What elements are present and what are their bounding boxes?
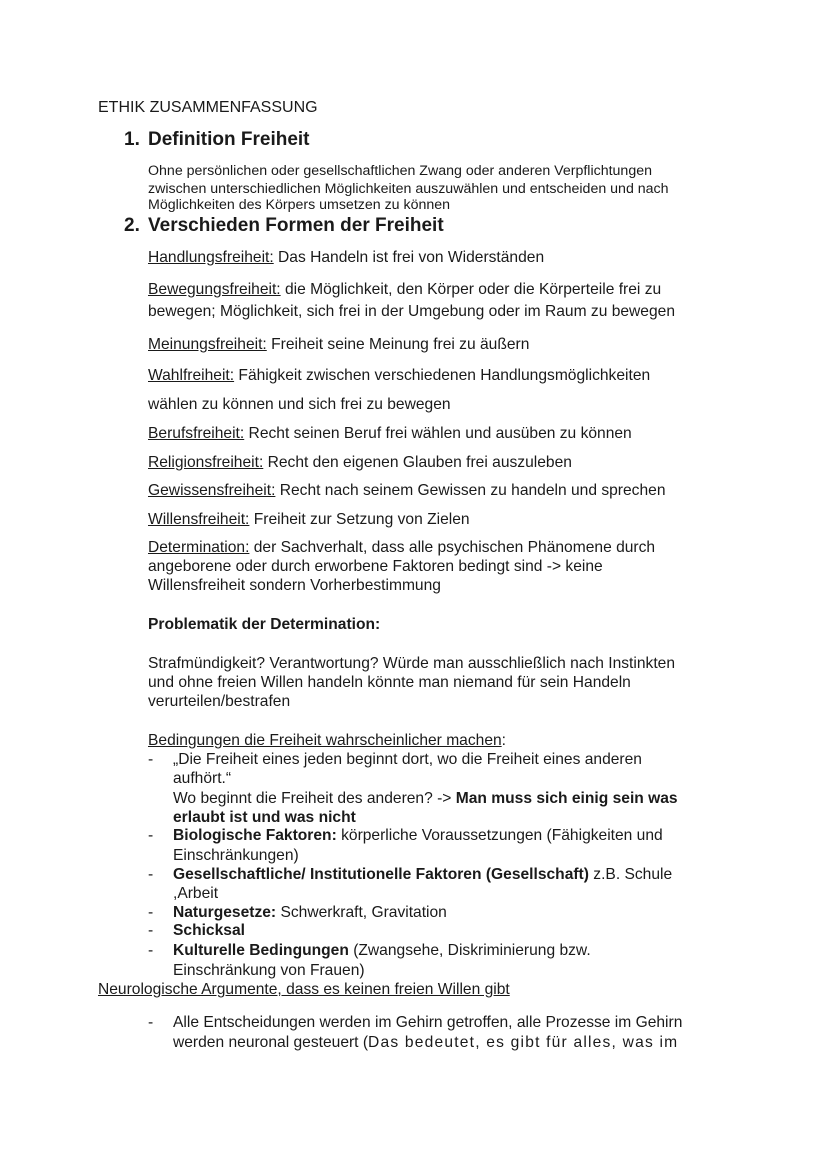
list-dash: - xyxy=(148,751,154,768)
form-definition: Das Handeln ist frei von Widerständen xyxy=(273,249,545,266)
freedom-form-item xyxy=(148,280,661,300)
form-term: Determination: xyxy=(148,539,250,556)
section-heading-2 xyxy=(124,215,444,237)
quote-line: aufhört.“ xyxy=(173,770,232,787)
form-term: Gewissensfreiheit: xyxy=(148,482,276,499)
bedingung-text: Schwerkraft, Gravitation xyxy=(276,904,447,921)
form-definition: Recht den eigenen Glauben frei auszuleben xyxy=(263,454,572,471)
freedom-form-item xyxy=(148,248,544,268)
definition-line: zwischen unterschiedlichen Möglichkeiten auszuwählen und entscheiden und nach xyxy=(148,181,669,197)
problematik-line: Strafmündigkeit? Verantwortung? Würde man ausschließlich nach Instinkten xyxy=(148,655,675,672)
section-heading-1 xyxy=(124,129,310,151)
form-definition-continued: bewegen; Möglichkeit, sich frei in der Umgebung oder im Raum zu bewegen xyxy=(148,303,675,320)
section-title: Verschieden Formen der Freiheit xyxy=(148,215,444,236)
neuro-line-spaced-text: Das bedeutet, es gibt für alles, was im xyxy=(368,1034,679,1051)
section-number: 1. xyxy=(124,129,140,150)
heading-colon: : xyxy=(501,732,507,749)
list-dash: - xyxy=(148,827,154,844)
form-definition: Recht nach seinem Gewissen zu handeln und sprechen xyxy=(275,482,666,499)
freedom-form-item xyxy=(148,335,529,355)
bedingung-term: Kulturelle Bedingungen xyxy=(173,942,349,959)
document-title: ETHIK ZUSAMMENFASSUNG xyxy=(98,99,318,116)
freedom-form-item xyxy=(148,481,666,501)
definition-line: Möglichkeiten des Körpers umsetzen zu können xyxy=(148,197,451,213)
list-dash: - xyxy=(148,922,154,939)
form-definition-continued: Willensfreiheit sondern Vorherbestimmung xyxy=(148,577,441,594)
form-definition-continued: wählen zu können und sich frei zu bewegen xyxy=(148,396,451,413)
list-dash: - xyxy=(148,904,154,921)
form-term: Willensfreiheit: xyxy=(148,511,250,528)
bedingung-term: Schicksal xyxy=(173,922,245,939)
form-definition: Freiheit seine Meinung frei zu äußern xyxy=(266,336,530,353)
bedingung-text-continued: Einschränkung von Frauen) xyxy=(173,962,365,979)
list-dash: - xyxy=(148,1014,154,1031)
form-definition: der Sachverhalt, dass alle psychischen Phänomene durch xyxy=(249,539,656,556)
bedingung-item xyxy=(173,941,591,961)
bedingung-item xyxy=(173,903,447,923)
bedingung-text: z.B. Schule xyxy=(588,866,673,883)
neuro-line: Alle Entscheidungen werden im Gehirn getroffen, alle Prozesse im Gehirn xyxy=(173,1014,683,1031)
form-term: Bewegungsfreiheit: xyxy=(148,281,281,298)
form-definition: die Möglichkeit, den Körper oder die Körperteile frei zu xyxy=(280,281,662,298)
form-definition: Fähigkeit zwischen verschiedenen Handlungsmöglichkeiten xyxy=(234,367,651,384)
freedom-form-item xyxy=(148,453,572,473)
form-term: Wahlfreiheit: xyxy=(148,367,235,384)
quote-question-text: Wo beginnt die Freiheit des anderen? -> xyxy=(173,790,456,807)
problematik-line: verurteilen/bestrafen xyxy=(148,693,291,710)
quote-line: „Die Freiheit eines jeden beginnt dort, wo die Freiheit eines anderen xyxy=(173,751,642,768)
bedingungen-heading-text: Bedingungen die Freiheit wahrscheinlicher machen xyxy=(148,732,502,749)
freedom-form-item xyxy=(148,510,470,530)
quote-answer-continued: erlaubt ist und was nicht xyxy=(173,809,356,826)
bedingung-term: Biologische Faktoren: xyxy=(173,827,337,844)
bedingungen-heading xyxy=(148,731,506,751)
definition-line: Ohne persönlichen oder gesellschaftlichen Zwang oder anderen Verpflichtungen xyxy=(148,163,652,179)
section-title: Definition Freiheit xyxy=(148,129,310,150)
form-definition: Recht seinen Beruf frei wählen und ausüben zu können xyxy=(244,425,632,442)
form-definition: Freiheit zur Setzung von Zielen xyxy=(249,511,470,528)
problematik-heading: Problematik der Determination: xyxy=(148,616,381,633)
form-definition-continued: angeborene oder durch erworbene Faktoren bedingt sind -> keine xyxy=(148,558,603,575)
bedingung-term: Gesellschaftliche/ Institutionelle Faktoren (Gesellschaft) xyxy=(173,866,589,883)
form-term: Religionsfreiheit: xyxy=(148,454,264,471)
form-term: Handlungsfreiheit: xyxy=(148,249,274,266)
neuro-line-text: werden neuronal gesteuert ( xyxy=(173,1034,369,1051)
quote-answer: Man muss sich einig sein was xyxy=(455,790,678,807)
bedingung-item xyxy=(173,865,672,885)
list-dash: - xyxy=(148,942,154,959)
bedingung-text: körperliche Voraussetzungen (Fähigkeiten und xyxy=(336,827,663,844)
bedingung-term: Naturgesetze: xyxy=(173,904,277,921)
freedom-form-item xyxy=(148,424,632,444)
neuro-heading: Neurologische Argumente, dass es keinen freien Willen gibt xyxy=(98,981,510,998)
freedom-form-item xyxy=(148,366,650,386)
neuro-line xyxy=(173,1033,678,1053)
form-term: Meinungsfreiheit: xyxy=(148,336,267,353)
problematik-line: und ohne freien Willen handeln könnte man niemand für sein Handeln xyxy=(148,674,631,691)
bedingung-item xyxy=(173,826,663,846)
bedingung-text: (Zwangsehe, Diskriminierung bzw. xyxy=(348,942,591,959)
freedom-form-item xyxy=(148,538,655,558)
bedingung-text-continued: ,Arbeit xyxy=(173,885,219,902)
bedingung-text-continued: Einschränkungen) xyxy=(173,847,299,864)
quote-question xyxy=(173,789,678,809)
section-number: 2. xyxy=(124,215,140,236)
list-dash: - xyxy=(148,866,154,883)
form-term: Berufsfreiheit: xyxy=(148,425,245,442)
